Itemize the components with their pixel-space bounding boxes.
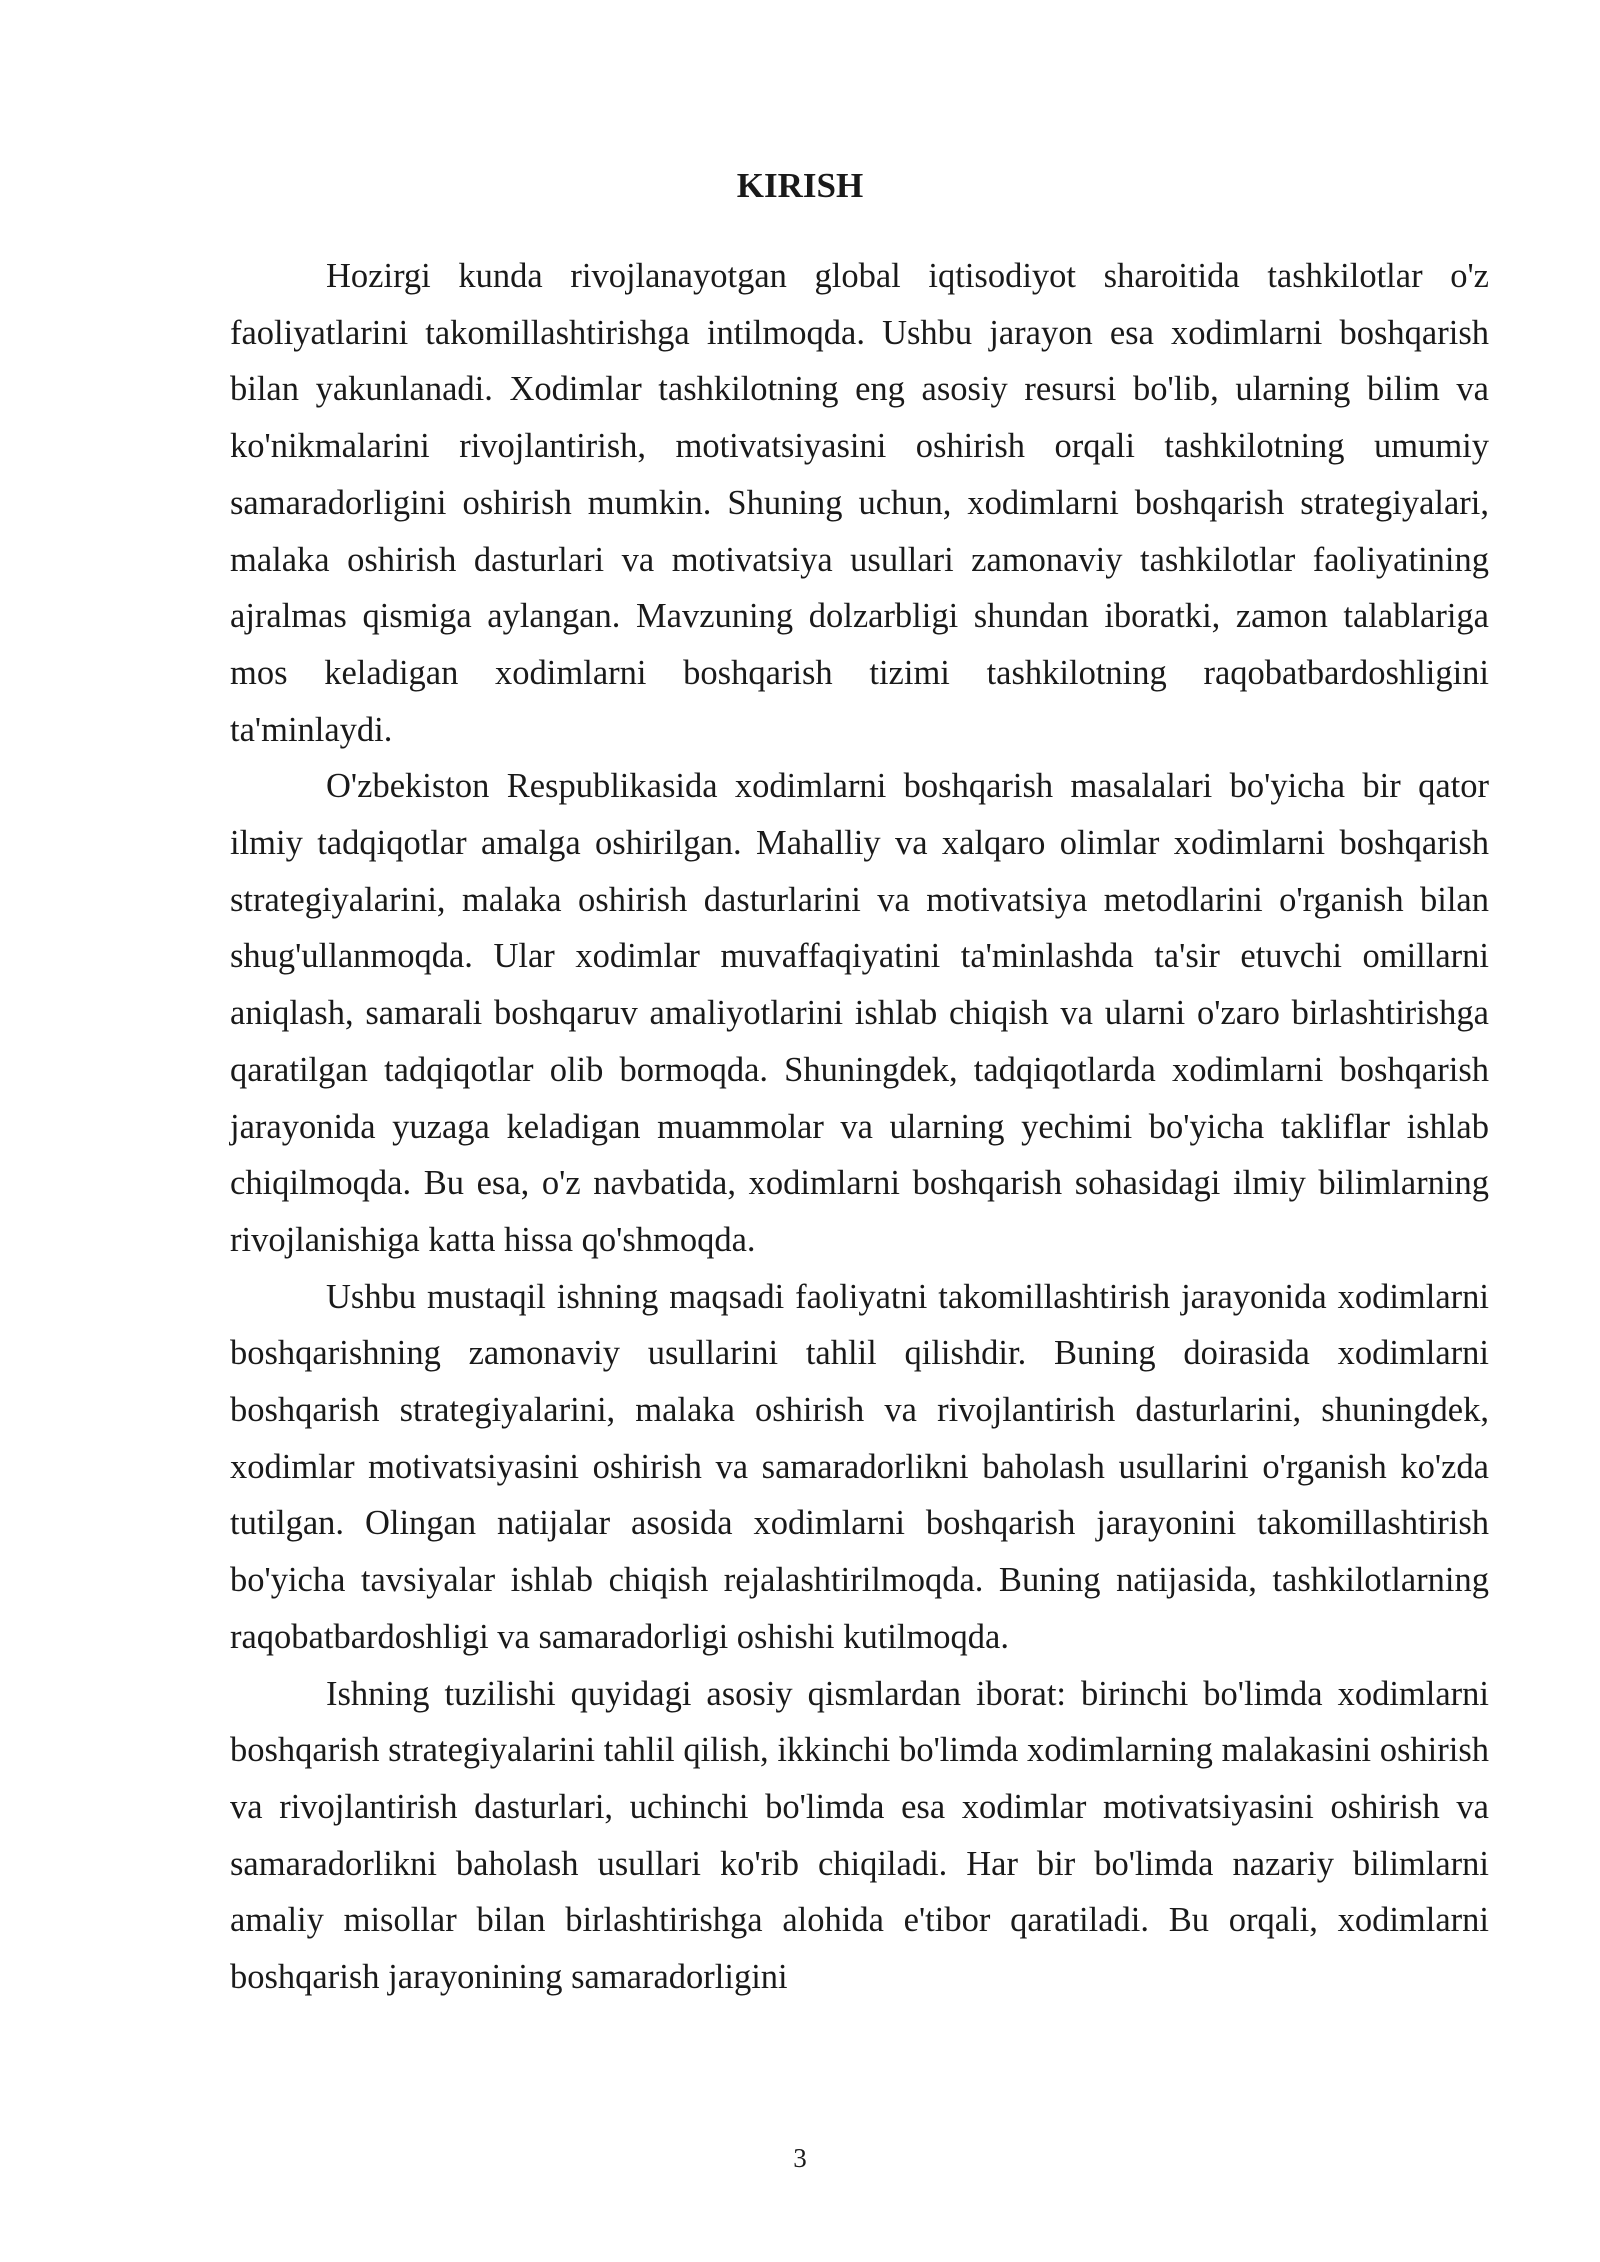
paragraph-4: Ishning tuzilishi quyidagi asosiy qismlardan iborat: birinchi bo'limda xodimlarni boshqarish strategiyalarini tahlil qilish, ikkinchi bo'limda xodimlarning malakasini oshirish va rivojlantirish dasturlari, uchinchi bo'limda esa xodimlar motivatsiyasini oshirish va samaradorlikni baholash usullari ko'rib chiqiladi. Har bir bo'limda nazariy bilimlarni amaliy misollar bilan birlashtirishga alohida e'tibor qaratiladi. Bu orqali, xodimlarni boshqarish jarayonining samaradorligini bbox=[230, 1674, 1489, 1997]
section-title: KIRISH bbox=[736, 166, 864, 205]
paragraph-2: O'zbekiston Respublikasida xodimlarni boshqarish masalalari bo'yicha bir qator ilmiy tadqiqotlar amalga oshirilgan. Mahalliy va xalqaro olimlar xodimlarni boshqarish strategiyalarini, malaka oshirish dasturlarini va motivatsiya metodlarini o'rganish bilan shug'ullanmoqda. Ular xodimlar muvaffaqiyatini ta'minlashda ta'sir etuvchi omillarni aniqlash, samarali boshqaruv amaliyotlarini ishlab chiqish va ularni o'zaro birlashtirishga qaratilgan tadqiqotlar olib bormoqda. Shuningdek, tadqiqotlarda xodimlarni boshqarish jarayonida yuzaga keladigan muammolar va ularning yechimi bo'yicha takliflar ishlab chiqilmoqda. Bu esa, o'z navbatida, xodimlarni boshqarish sohasidagi ilmiy bilimlarning rivojlanishiga katta hissa qo'shmoqda. bbox=[230, 767, 1489, 1259]
paragraph-1: Hozirgi kunda rivojlanayotgan global iqtisodiyot sharoitida tashkilotlar o'z faoliyatlarini takomillashtirishga intilmoqda. Ushbu jarayon esa xodimlarni boshqarish bilan yakunlanadi. Xodimlar tashkilotning eng asosiy resursi bo'lib, ularning bilim va ko'nikmalarini rivojlantirish, motivatsiyasini oshirish orqali tashkilotning umumiy samaradorligini oshirish mumkin. Shuning uchun, xodimlarni boshqarish strategiyalari, malaka oshirish dasturlari va motivatsiya usullari zamonaviy tashkilotlar faoliyatining ajralmas qismiga aylangan. Mavzuning dolzarbligi shundan iboratki, zamon talablariga mos keladigan xodimlarni boshqarish tizimi tashkilotning raqobatbardoshligini ta'minlaydi. bbox=[230, 257, 1489, 749]
body-text bbox=[230, 248, 1489, 2006]
paragraph-3: Ushbu mustaqil ishning maqsadi faoliyatni takomillashtirish jarayonida xodimlarni boshqarishning zamonaviy usullarini tahlil qilishdir. Buning doirasida xodimlarni boshqarish strategiyalarini, malaka oshirish va rivojlantirish dasturlarini, shuningdek, xodimlar motivatsiyasini oshirish va samaradorlikni baholash usullarini o'rganish ko'zda tutilgan. Olingan natijalar asosida xodimlarni boshqarish jarayonini takomillashtirish bo'yicha tavsiyalar ishlab chiqish rejalashtirilmoqda. Buning natijasida, tashkilotlarning raqobatbardoshligi va samaradorligi oshishi kutilmoqda. bbox=[230, 1277, 1489, 1656]
page-number: 3 bbox=[793, 2143, 807, 2173]
